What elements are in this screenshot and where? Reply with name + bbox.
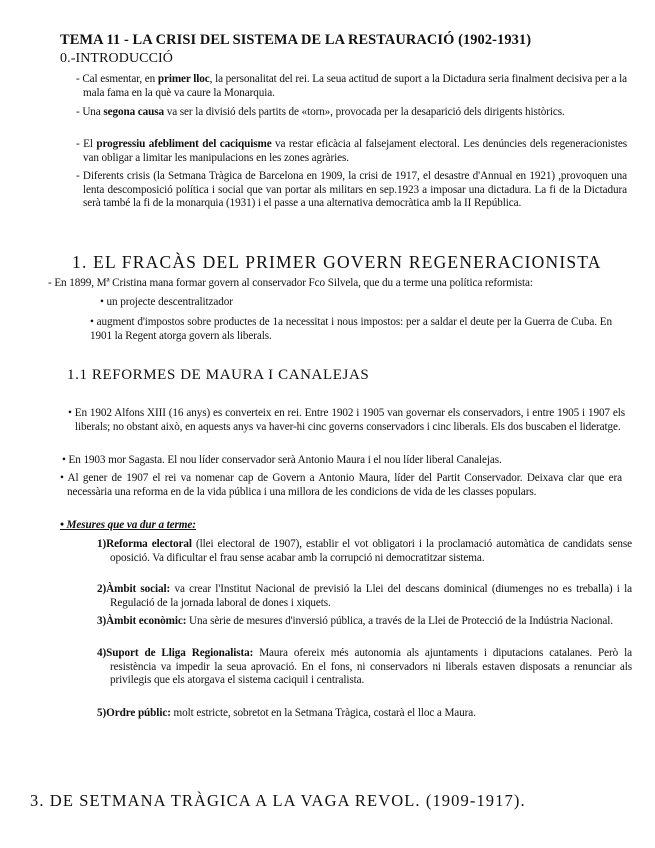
section-3-heading: 3. DE SETMANA TRÀGICA A LA VAGA REVOL. (1909-1917). [30, 791, 526, 810]
measure-item: 3)Àmbit econòmic: Una sèrie de mesures d'inversió pública, a través de la Llei de Protecció de la Indústria Nacional. [97, 615, 613, 627]
intro-heading: 0.-INTRODUCCIÓ [60, 51, 174, 66]
section-1-heading: 1. EL FRACÀS DEL PRIMER GOVERN REGENERACIONISTA [72, 252, 602, 272]
section-1-bullet: • un projecte descentralitzador [100, 296, 233, 308]
section-1-bullet: • augment d'impostos sobre productes de 1a necessitat i nous impostos: per a saldar el deute per la Guerra de Cuba. En 1901 la Regent atorga govern als liberals. [90, 316, 612, 342]
intro-item: - Cal esmentar, en primer lloc, la personalitat del rei. La seua actitud de suport a la Dictadura seria finalment decisiva per a la mala fama en la què va caure la Monarquia. [76, 73, 628, 99]
section-1-paragraph: - En 1899, Mª Cristina mana formar govern al conservador Fco Silvela, que du a terme una política reformista: [48, 277, 533, 289]
section-1-1-bullet: • En 1903 mor Sagasta. El nou líder conservador serà Antonio Maura i el nou líder liberal Canalejas. [62, 454, 502, 466]
section-1-1-heading: 1.1 REFORMES DE MAURA I CANALEJAS [67, 367, 370, 383]
intro-item: - Una segona causa va ser la divisió dels partits de «torn», provocada per la desaparició dels dirigents històrics. [76, 106, 565, 118]
page-title: TEMA 11 - LA CRISI DEL SISTEMA DE LA RESTAURACIÓ (1902-1931) [60, 32, 532, 48]
measure-item: 5)Ordre públic: molt estricte, sobretot en la Setmana Tràgica, costarà el lloc a Maura. [97, 707, 476, 719]
section-1-1-bullet: • En 1902 Alfons XIII (16 anys) es converteix en rei. Entre 1902 i 1905 van governar els conservadors, i entre 1905 i 1907 els liberals; no obstant això, en aquests anys va haver-hi cinc governs conservadors i cinc liberals. Els dos buscaben el lideratge. [68, 407, 625, 433]
section-1-1-bullet: • Al gener de 1907 el rei va nomenar cap de Govern a Antonio Maura, líder del Partit Conservador. Deixava clar que era necessària una reforma en de la vida pública i una millora de les condicions de vida de les classes populars. [60, 472, 622, 498]
measure-item: 1)Reforma electoral (llei electoral de 1907), establir el vot obligatori i la proclamació automàtica de candidats sense oposició. Va dificultar el frau sense acabar amb la corrupció ni democratitzar sistema. [97, 538, 632, 564]
measure-item: 4)Suport de Lliga Regionalista: Maura ofereix més autonomia als ajuntaments i diputacions catalanes. Però la resistència va impedir la seua aprovació. En el fons, ni conservadors ni liberals estaven disposats a renunciar als privilegis que els atorgava el sistema caciquil i centralista. [97, 647, 632, 687]
measure-item: 2)Àmbit social: va crear l'Institut Nacional de previsió la Llei del descans dominical (diumenges no es treballa) i la Regulació de la jornada laboral de dones i xiquets. [97, 583, 632, 609]
intro-item: - El progressiu afebliment del caciquisme va restar eficàcia al falsejament electoral. Les denúncies dels regeneracionistes van obligar a limitar les manipulacions en les zones agràries. [76, 138, 627, 164]
intro-item: - Diferents crisis (la Setmana Tràgica de Barcelona en 1909, la crisi de 1917, el desastre d'Annual en 1921) ,provoquen una lenta descomposició política i social que van portar als militars en sep.1923 a imposar una dictadura. La fi de la Dictadura serà també la fi de la monarquia (1931) i el passe a una alternativa democràtica amb la II República. [76, 170, 627, 210]
measures-heading: • Mesures que va dur a terme: [60, 519, 196, 531]
